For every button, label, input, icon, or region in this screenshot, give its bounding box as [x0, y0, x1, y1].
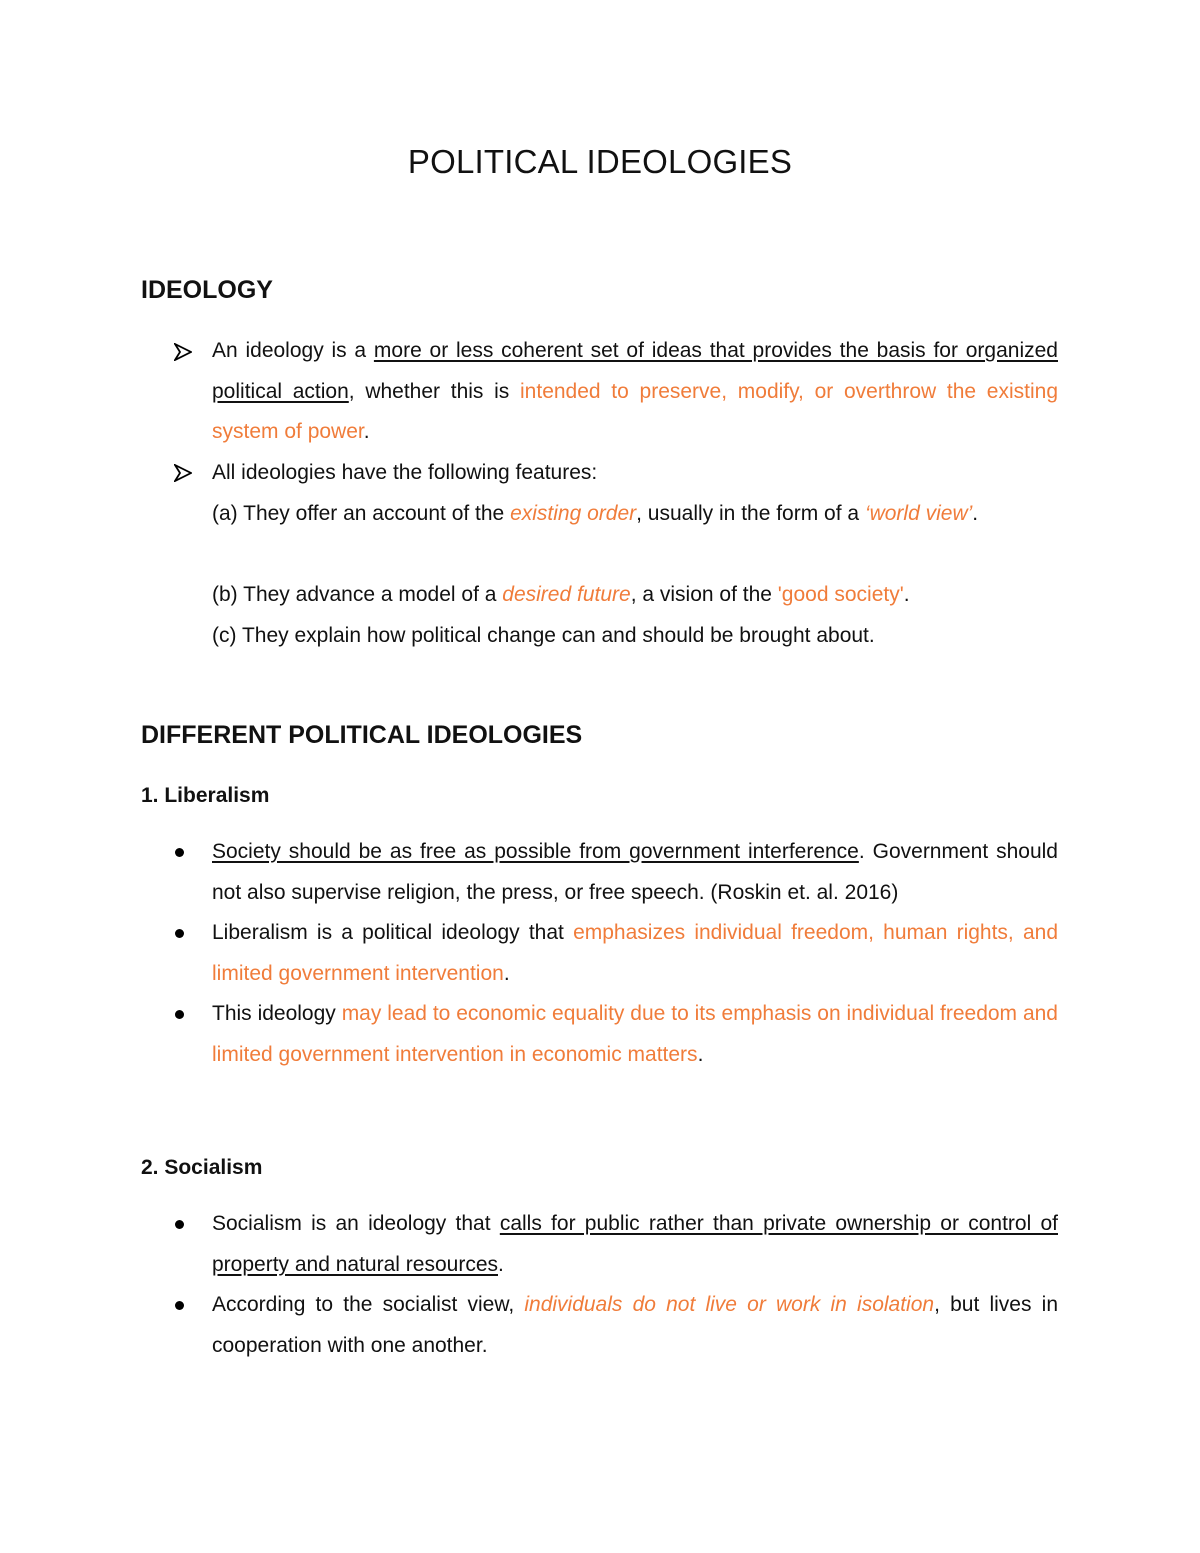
subheading-liberalism: 1. Liberalism	[141, 784, 270, 807]
feature-b-highlight: desired future	[502, 583, 631, 606]
socialism-point-2	[212, 1285, 1058, 1366]
feature-a-text: (a) They offer an account of the	[212, 502, 511, 525]
socialism-point-1-period: .	[498, 1252, 504, 1276]
feature-c: (c) They explain how political change can and should be brought about.	[212, 624, 875, 647]
liberalism-point-3-highlight: may lead to economic equality due to its emphasis on individual freedom and limited government intervention in economic matters	[212, 1002, 1058, 1066]
liberalism-point-2-period: .	[503, 961, 510, 985]
socialism-point-1	[212, 1204, 1058, 1285]
page-title: POLITICAL IDEOLOGIES	[407, 143, 793, 180]
feature-b-highlight-2: 'good society'	[777, 583, 904, 606]
bullet-dot-icon	[175, 1220, 184, 1229]
liberalism-point-1-text: . Government should not also supervise religion, the press, or free speech. (Roskin et. al. 2016)	[212, 840, 1058, 904]
feature-b-text: (b) They advance a model of a	[212, 583, 503, 606]
arrowhead-bullet-icon	[174, 453, 192, 493]
socialism-point-1-underlined: calls for public rather than private ownership or control of property and natural resources	[212, 1212, 1058, 1276]
liberalism-point-2	[212, 913, 1058, 994]
ideology-definition-paragraph	[212, 331, 1058, 453]
socialism-point-2-text: According to the socialist view,	[212, 1293, 525, 1316]
socialism-point-2-text-2: , but lives in cooperation with one another.	[212, 1293, 1058, 1357]
feature-a-highlight-2: ‘world view’	[864, 502, 973, 525]
feature-a-period: .	[972, 502, 979, 525]
liberalism-point-1-underlined: Society should be as free as possible from government interference	[212, 840, 859, 863]
ideology-features-intro: All ideologies have the following features:	[212, 461, 598, 484]
bullet-dot-icon	[175, 1301, 184, 1310]
arrowhead-bullet-icon	[174, 332, 192, 372]
ideology-definition-text-2: , whether this is	[348, 379, 521, 403]
bullet-dot-icon	[175, 1010, 184, 1019]
bullet-dot-icon	[175, 848, 184, 857]
socialism-point-1-text: Socialism is an ideology that	[212, 1212, 500, 1235]
section-heading-different-ideologies: DIFFERENT POLITICAL IDEOLOGIES	[141, 721, 583, 749]
liberalism-point-3-period: .	[697, 1042, 704, 1066]
feature-b-text-2: , a vision of the	[630, 583, 778, 606]
ideology-definition-period: .	[363, 420, 370, 444]
feature-a-text-2: , usually in the form of a	[636, 502, 865, 525]
liberalism-point-1	[212, 832, 1058, 913]
section-heading-ideology: IDEOLOGY	[141, 276, 273, 304]
feature-a	[212, 494, 1058, 535]
bullet-dot-icon	[175, 929, 184, 938]
ideology-definition-text: An ideology is a	[212, 339, 374, 362]
liberalism-point-2-highlight: emphasizes individual freedom, human rights, and limited government intervention	[212, 921, 1058, 985]
ideology-definition-underlined: more or less coherent set of ideas that provides the basis for organized political action	[212, 339, 1058, 403]
feature-b	[212, 575, 1058, 616]
liberalism-point-2-text: Liberalism is a political ideology that	[212, 921, 574, 944]
ideology-definition-highlight: intended to preserve, modify, or overthrow the existing system of power	[212, 379, 1058, 444]
socialism-point-2-highlight: individuals do not live or work in isolation	[524, 1293, 935, 1316]
feature-b-period: .	[903, 583, 910, 606]
subheading-socialism: 2. Socialism	[141, 1156, 263, 1179]
liberalism-point-3	[212, 994, 1058, 1075]
feature-a-highlight: existing order	[510, 502, 637, 525]
liberalism-point-3-text: This ideology	[212, 1002, 342, 1025]
